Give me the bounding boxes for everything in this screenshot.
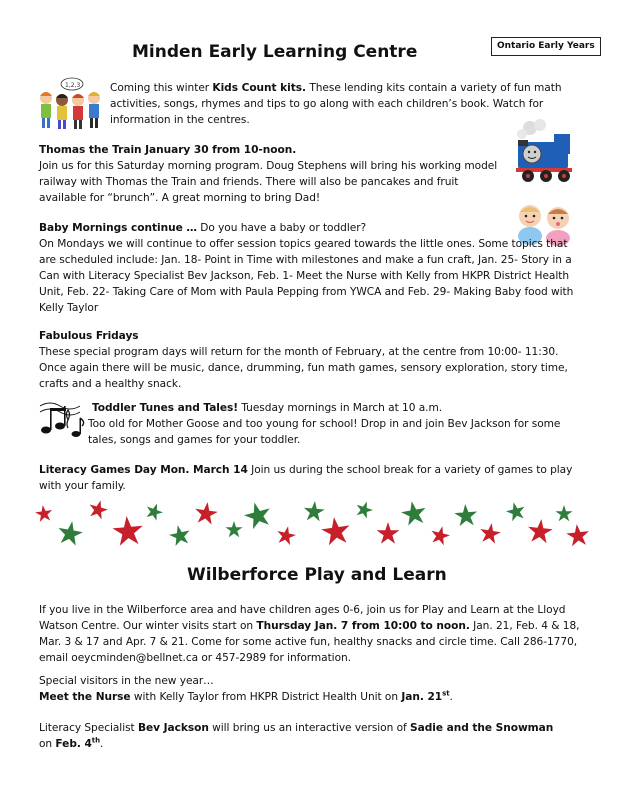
sadie-snowman-title: Sadie and the Snowman [410, 722, 554, 734]
star-decoration [504, 500, 527, 522]
special-visitors-line: Special visitors in the new year… [39, 675, 214, 687]
star-decoration [527, 518, 554, 544]
literacy-heading: Literacy Games Day Mon. March 14 [39, 464, 248, 476]
star-decoration [565, 523, 590, 547]
star-decoration [193, 501, 219, 526]
bev-jackson-name: Bev Jackson [137, 722, 209, 734]
feb-date-suffix: th [91, 736, 101, 745]
toddler-section-head [92, 400, 572, 416]
star-decoration [454, 503, 478, 526]
wilberforce-intro: If you live in the Wilberforce area and have children ages 0-6, join us for Play and Learn at the Lloyd Watson Centre. Our winter visits start on [39, 604, 566, 632]
music-notes-icon [36, 396, 86, 442]
thomas-section [39, 142, 507, 206]
meet-nurse-end: . [449, 691, 453, 703]
star-decoration [111, 515, 144, 546]
star-decoration [56, 519, 84, 546]
literacy-specialist-label: Literacy Specialist [39, 722, 138, 734]
star-decoration [143, 501, 165, 522]
wilberforce-start-date: Thursday Jan. 7 from 10:00 to noon. [256, 620, 470, 632]
program-badge: Ontario Early Years [491, 37, 601, 56]
baby-mornings-section [39, 220, 587, 316]
star-border-divider [30, 496, 590, 554]
star-decoration [478, 521, 502, 544]
star-decoration [354, 499, 375, 520]
thomas-heading: Thomas the Train January 30 from 10-noon. [39, 144, 297, 156]
meet-nurse-text: with Kelly Taylor from HKPR District Health Unit on [130, 691, 402, 703]
wilberforce-paragraph-2 [39, 673, 587, 705]
thomas-body: Join us for this Saturday morning program. Doug Stephens will bring his working model railway with Thomas the Train and friends. There will also be pancakes and fruit available for “brunch”. A great morning to bring Dad! [39, 160, 498, 204]
kids-count-intro: Coming this winter [110, 82, 213, 94]
feb-date-end: . [100, 738, 104, 750]
star-decoration [167, 523, 192, 547]
star-decoration [400, 499, 428, 526]
kids-count-body: These lending kits contain a variety of fun math activities, songs, rhymes and tips to go along with each children’s book. Watch for information in the centres. [110, 82, 562, 126]
baby-lead: Do you have a baby or toddler? [196, 222, 367, 234]
star-decoration [34, 504, 53, 523]
star-decoration [275, 524, 297, 546]
toddler-heading: Toddler Tunes and Tales! [92, 402, 239, 414]
on-text: on [39, 738, 56, 750]
toddler-body: Too old for Mother Goose and too young for school! Drop in and join Bev Jackson for some tales, songs and games for your toddler. [88, 418, 561, 446]
fridays-heading: Fabulous Fridays [39, 330, 139, 342]
meet-nurse-date: Jan. 21 [401, 691, 443, 703]
wilberforce-paragraph-3 [39, 720, 559, 752]
kids-clipart-icon [36, 76, 110, 132]
star-decoration [225, 521, 242, 537]
kids-count-kits: Kids Count kits. [212, 82, 306, 94]
clipart-label: 1,2,3 [65, 82, 81, 89]
baby-body: On Mondays we will continue to offer session topics geared towards the little ones. Some topics that are scheduled include: Jan. 18- Point in Time with milestones and make a fun craft, Jan. 25- Story in a Can with Literacy Specialist Bev Jackson, Feb. 1- Meet the Nurse with Kelly from HKPR District Health Unit, Feb. 22- Taking Care of Mom with Paula Pepping from YWCA and Feb. 29- Making Baby food with Kelly Taylor [39, 238, 574, 314]
toddler-lead: Tuesday mornings in March at 10 a.m. [238, 402, 443, 414]
page-title: Minden Early Learning Centre [132, 42, 418, 62]
baby-heading: Baby Mornings continue … [39, 222, 197, 234]
star-decoration [87, 498, 110, 520]
wilberforce-paragraph-1 [39, 602, 587, 666]
fridays-body: These special program days will return for the month of February, at the centre from 10:00- 11:30. Once again there will be music, dance, drumming, fun math games, sensory exploration, story time, crafts and a healthy snack. [39, 346, 568, 390]
fabulous-fridays-section [39, 328, 584, 392]
wilberforce-title: Wilberforce Play and Learn [187, 565, 447, 585]
star-decoration [242, 499, 274, 530]
star-decoration [303, 500, 326, 522]
literacy-games-section [39, 462, 584, 494]
star-decoration [377, 522, 400, 544]
train-icon [510, 118, 586, 186]
meet-nurse-label: Meet the Nurse [39, 691, 131, 703]
literacy-body: Join us during the school break for a variety of games to play with your family. [39, 464, 573, 492]
star-decoration [320, 515, 352, 546]
wilberforce-schedule: Jan. 21, Feb. 4 & 18, Mar. 3 & 17 and Apr. 7 & 21. Come for some active fun, healthy snacks and circle time. Call 286-1770, email oeycminden@bellnet.ca or 457-2989 for information. [39, 620, 580, 664]
feb-date: Feb. 4 [55, 738, 92, 750]
meet-nurse-date-suffix: st [442, 689, 450, 698]
interactive-version-text: will bring us an interactive version of [208, 722, 411, 734]
star-decoration [429, 524, 452, 546]
star-decoration [555, 505, 572, 521]
